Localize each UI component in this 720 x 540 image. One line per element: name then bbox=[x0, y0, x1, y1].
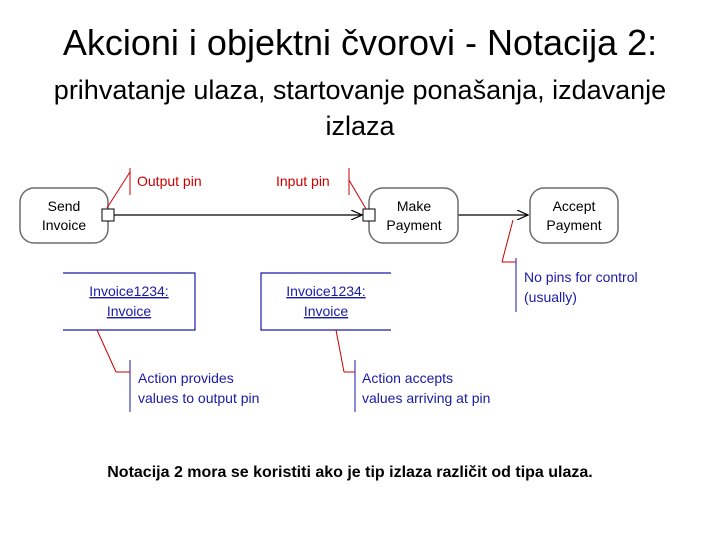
annotation-action-provides bbox=[97, 330, 259, 412]
action-make-payment-line2: Payment bbox=[386, 217, 442, 233]
annotation-no-pins-line1: No pins for control bbox=[524, 269, 638, 285]
object-node-right-line1: Invoice1234: bbox=[286, 283, 366, 299]
action-send-invoice-line1: Send bbox=[47, 198, 81, 214]
annotation-no-pins-line2: (usually) bbox=[524, 289, 577, 305]
annotation-action-accepts-line2: values arriving at pin bbox=[362, 390, 491, 406]
action-send-invoice bbox=[20, 188, 108, 243]
action-make-payment bbox=[369, 188, 458, 243]
subtitle-line-2: izlaza bbox=[325, 111, 395, 141]
annotation-output-pin-text: Output pin bbox=[137, 173, 202, 189]
annotation-action-accepts bbox=[336, 330, 490, 412]
action-send-invoice-line2: Invoice bbox=[41, 217, 87, 233]
annotation-action-provides-line2: values to output pin bbox=[138, 390, 260, 406]
annotation-action-provides-line1: Action provides bbox=[138, 370, 234, 386]
object-node-left bbox=[63, 273, 195, 330]
annotation-action-accepts-line1: Action accepts bbox=[362, 370, 454, 386]
annotation-input-pin bbox=[276, 168, 366, 209]
object-node-left-line2: Invoice bbox=[106, 303, 152, 319]
annotation-output-pin bbox=[107, 168, 202, 208]
object-node-left-line1: Invoice1234: bbox=[89, 283, 169, 299]
output-pin bbox=[102, 209, 114, 221]
object-node-right-line2: Invoice bbox=[303, 303, 349, 319]
action-accept-payment-line2: Payment bbox=[546, 217, 602, 233]
input-pin bbox=[363, 209, 375, 221]
object-node-right bbox=[261, 273, 391, 330]
action-accept-payment bbox=[530, 188, 618, 243]
annotation-input-pin-text: Input pin bbox=[276, 173, 330, 189]
action-accept-payment-line1: Accept bbox=[552, 198, 596, 214]
slide-title: Akcioni i objektni čvorovi - Notacija 2: bbox=[62, 22, 658, 63]
slide-footnote: Notacija 2 mora se koristiti ako je tip izlaza različit od tipa ulaza. bbox=[107, 464, 593, 481]
action-make-payment-line1: Make bbox=[396, 198, 432, 214]
subtitle-line-1: prihvatanje ulaza, startovanje ponašanja, izdavanje bbox=[53, 75, 667, 105]
